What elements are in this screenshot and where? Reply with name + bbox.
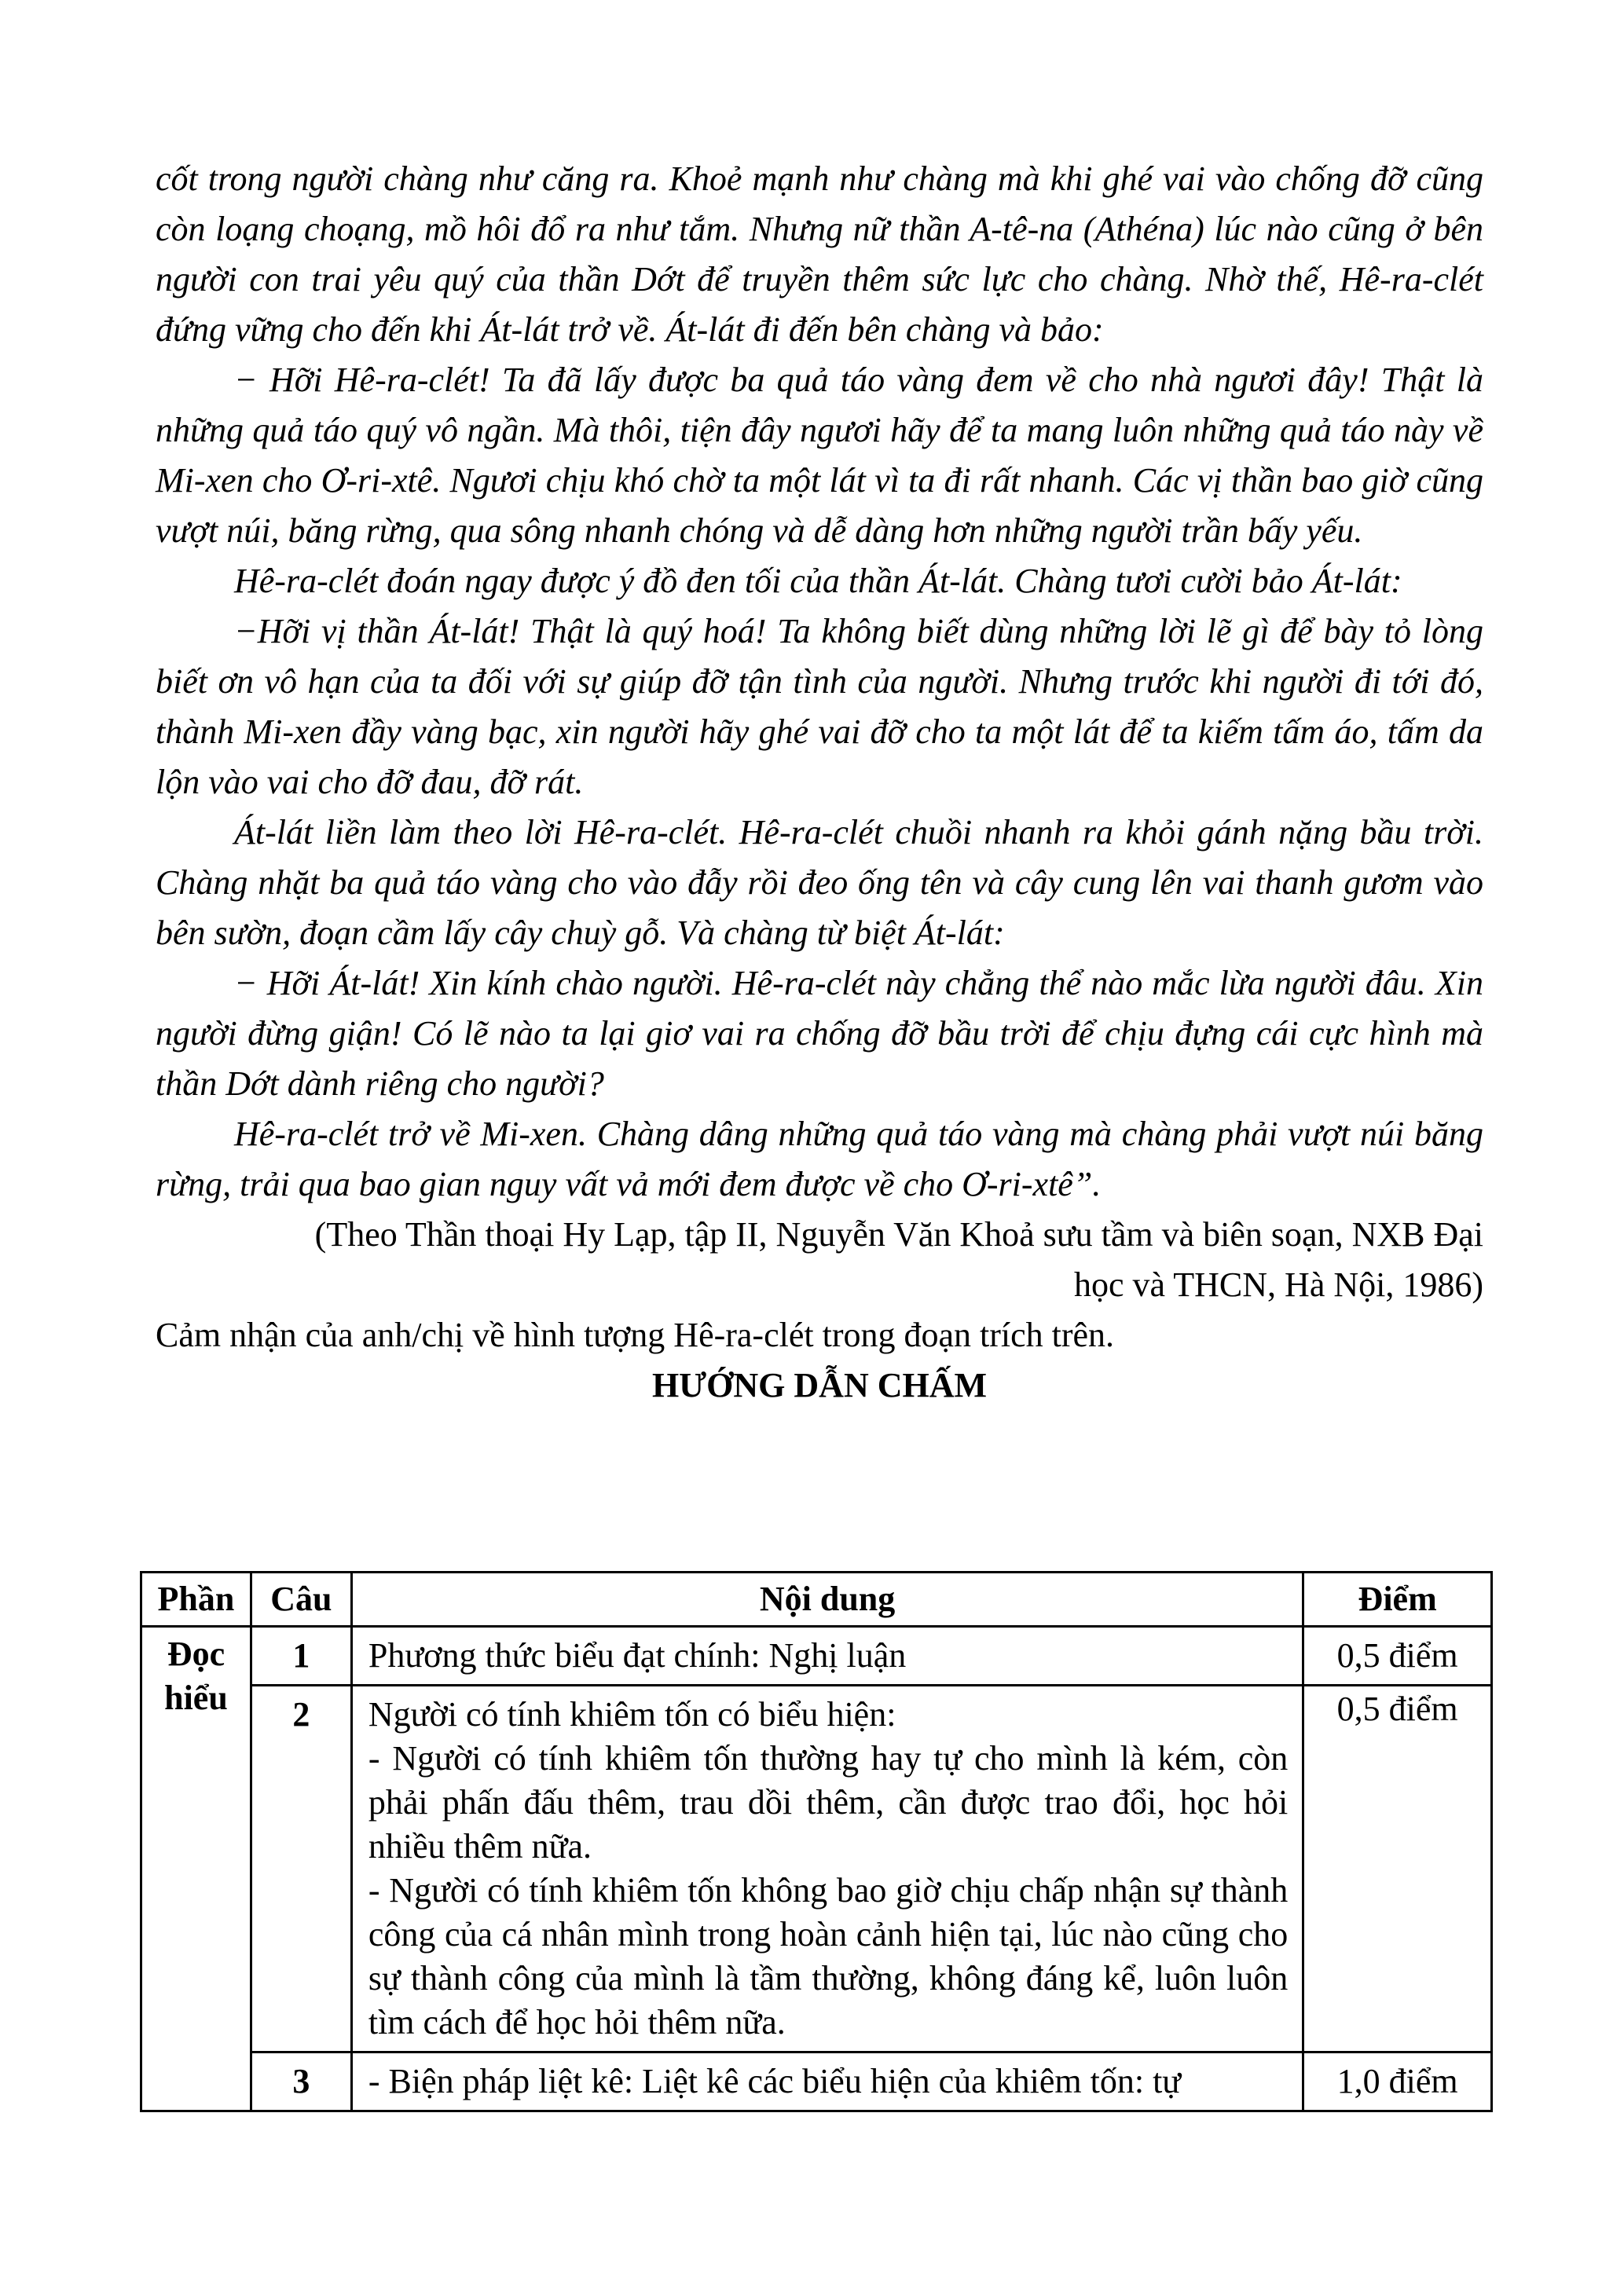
passage-paragraph-4: −Hỡi vị thần Át-lát! Thật là quý hoá! Ta không biết dùng những lời lẽ gì để bày tỏ lòng biết ơn vô hạn của ta đối với sự giúp đỡ tận tình của người. Nhưng trước khi người đi tới đó, thành Mi-xen đầy vàng bạc, xin người hãy ghé vai đỡ cho ta một lát để ta kiếm tấm áo, tấm da lộn vào vai cho đỡ đau, đỡ rát.	[156, 612, 1483, 801]
answer-content	[351, 1686, 1303, 2052]
score-cell: 1,0 điểm	[1303, 2052, 1492, 2111]
header-diem: Điểm	[1303, 1573, 1492, 1627]
table-row	[141, 2052, 1492, 2111]
passage-paragraph-7: Hê-ra-clét trở về Mi-xen. Chàng dâng những quả táo vàng mà chàng phải vượt núi băng rừng, trải qua bao gian nguy vất vả mới đem được về cho Ơ-ri-xtê”.	[156, 1115, 1483, 1203]
question-number: 3	[251, 2052, 351, 2111]
answer-line: - Người có tính khiêm tốn thường hay tự cho mình là kém, còn phải phấn đấu thêm, trau dồi thêm, cần được trao đổi, học hỏi nhiều thêm nữa.	[368, 1739, 1289, 1866]
answer-content	[351, 1627, 1303, 1686]
question-number: 2	[251, 1686, 351, 2052]
section-cell: Đọc hiểu	[141, 1627, 251, 2111]
table-row	[141, 1627, 1492, 1686]
header-phan: Phần	[141, 1573, 251, 1627]
header-cau: Câu	[251, 1573, 351, 1627]
passage-paragraph-2: − Hỡi Hê-ra-clét! Ta đã lấy được ba quả táo vàng đem về cho nhà ngươi đây! Thật là những quả táo quý vô ngần. Mà thôi, tiện đây ngươi hãy để ta mang luôn những quả táo này về Mi-xen cho Ơ-ri-xtê. Ngươi chịu khó chờ ta một lát vì ta đi rất nhanh. Các vị thần bao giờ cũng vượt núi, băng rừng, qua sông nhanh chóng và dễ dàng hơn những người trần bấy yếu.	[156, 361, 1483, 550]
passage-paragraph-5: Át-lát liền làm theo lời Hê-ra-clét. Hê-ra-clét chuồi nhanh ra khỏi gánh nặng bầu trời. Chàng nhặt ba quả táo vàng cho vào đẫy rồi đeo ống tên và cây cung lên vai thanh gươm vào bên sườn, đoạn cầm lấy cây chuỳ gỗ. Và chàng từ biệt Át-lát:	[156, 813, 1483, 952]
passage-paragraph-3: Hê-ra-clét đoán ngay được ý đồ đen tối của thần Át-lát. Chàng tươi cười bảo Át-lát:	[234, 562, 1402, 600]
answer-line: Phương thức biểu đạt chính: Nghị luận	[368, 1636, 907, 1675]
passage	[156, 154, 1483, 1210]
question-number: 1	[251, 1627, 351, 1686]
grading-table	[140, 1571, 1493, 2112]
score-cell: 0,5 điểm	[1303, 1627, 1492, 1686]
passage-paragraph-1: cốt trong người chàng như căng ra. Khoẻ mạnh như chàng mà khi ghé vai vào chống đỡ cũng còn loạng choạng, mồ hôi đổ ra như tắm. Nhưng nữ thần A-tê-na (Athéna) lúc nào cũng ở bên người con trai yêu quý của thần Dớt để truyền thêm sức lực cho chàng. Nhờ thế, Hê-ra-clét đứng vững cho đến khi Át-lát trở về. Át-lát đi đến bên chàng và bảo:	[156, 159, 1483, 349]
score-cell: 0,5 điểm	[1303, 1686, 1492, 2052]
answer-content	[351, 2052, 1303, 2111]
grading-heading: HƯỚNG DẪN CHẤM	[651, 1366, 988, 1404]
passage-paragraph-6: − Hỡi Át-lát! Xin kính chào người. Hê-ra-clét này chẳng thể nào mắc lừa người đâu. Xin người đừng giận! Có lẽ nào ta lại giơ vai ra chống đỡ bầu trời để chịu đựng cái cực hình mà thần Dớt dành riêng cho người?	[156, 964, 1483, 1103]
table-header-row	[141, 1573, 1492, 1627]
answer-line: - Biện pháp liệt kê: Liệt kê các biểu hiện của khiêm tốn: tự	[368, 2062, 1182, 2100]
header-noi-dung: Nội dung	[351, 1573, 1303, 1627]
citation-line-2: học và THCN, Hà Nội, 1986)	[1074, 1265, 1483, 1304]
answer-line: - Người có tính khiêm tốn không bao giờ chịu chấp nhận sự thành công của cá nhân mình trong hoàn cảnh hiện tại, lúc nào cũng cho sự thành công của mình là tầm thường, không đáng kể, luôn luôn tìm cách để học hỏi thêm nữa.	[368, 1871, 1289, 2041]
document-page	[156, 154, 1483, 1411]
essay-prompt: Cảm nhận của anh/chị về hình tượng Hê-ra-clét trong đoạn trích trên.	[156, 1316, 1115, 1354]
answer-line: Người có tính khiêm tốn có biểu hiện:	[368, 1695, 896, 1734]
citation-line-1: (Theo Thần thoại Hy Lạp, tập II, Nguyễn Văn Khoả sưu tầm và biên soạn, NXB Đại	[314, 1215, 1483, 1254]
table-row	[141, 1686, 1492, 2052]
